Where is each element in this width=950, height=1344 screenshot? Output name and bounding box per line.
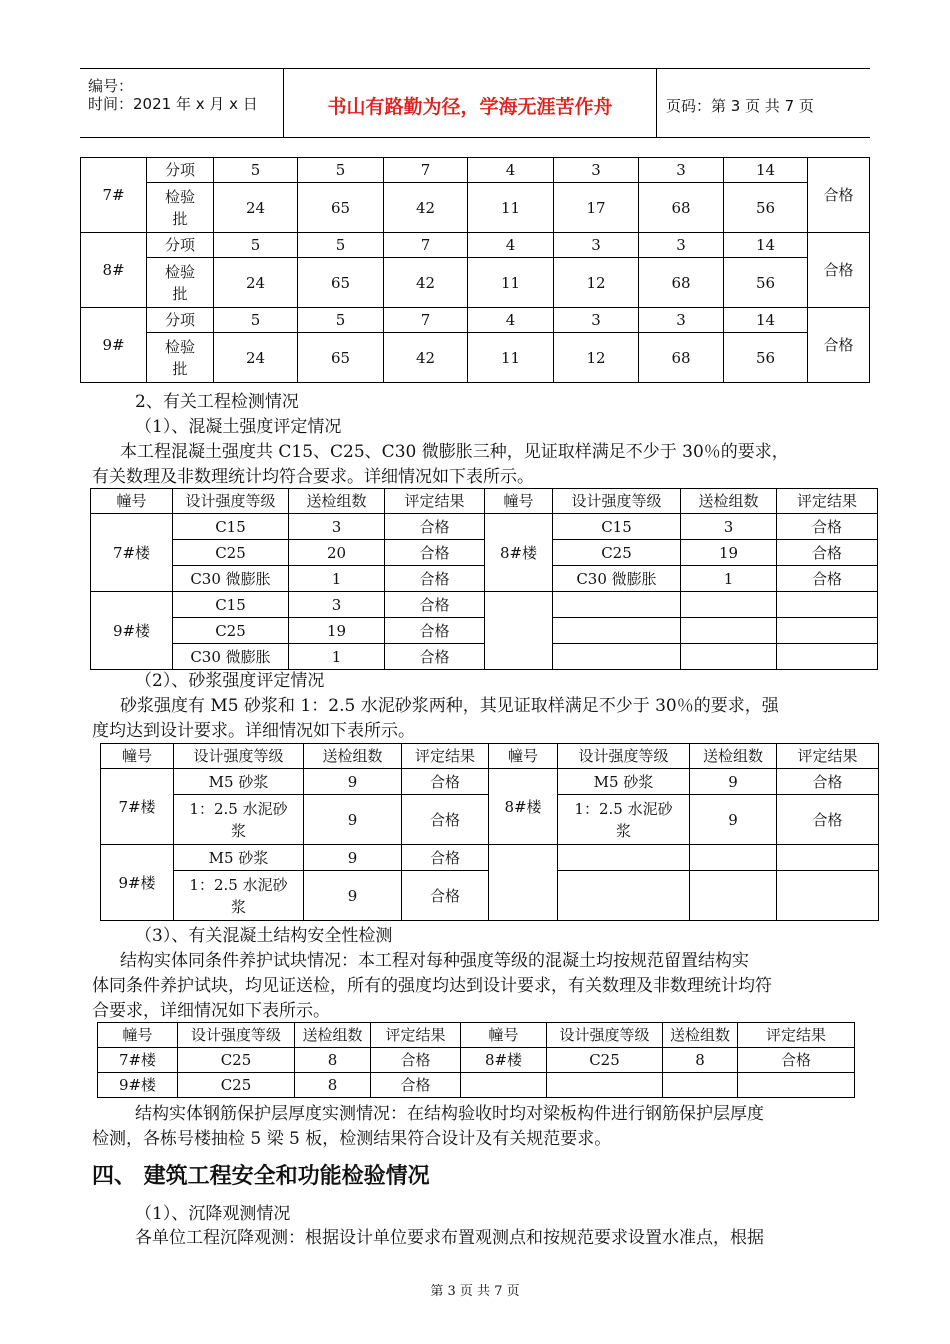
count-cell: 3 [639,308,724,333]
count-cell: 42 [384,258,468,308]
cement-mortar-line2: 浆 [230,897,246,916]
data-cell: 合格 [371,1048,461,1073]
result-cell: 合格 [402,845,489,871]
lot-label-line1: 检验 [164,187,195,206]
count-cell: 68 [639,333,724,383]
count-cell: 65 [298,333,384,383]
table-row [91,540,878,566]
data-cell: 7#楼 [98,1048,178,1073]
table-row [91,566,878,592]
table-row [81,258,870,308]
count-cell: 5 [214,308,298,333]
table-header-row [91,489,878,514]
empty-cell [690,845,777,871]
header-cell: 幢号 [101,744,174,769]
empty-cell [553,618,681,644]
empty-cell [489,845,558,921]
table-row [101,845,879,871]
page-number-label: 页码：第 3 页 共 7 页 [666,97,814,115]
count-cell: 14 [724,233,808,258]
cement-mortar-cell [174,795,304,845]
header-cell: 评定结果 [371,1023,461,1048]
data-cell: C15 [173,592,289,618]
cement-mortar-cell [558,795,690,845]
data-cell: C25 [553,540,681,566]
subitem-label-cell: 分项 [147,308,214,333]
data-cell: C30 微膨胀 [173,644,289,670]
building-cell: 8# [81,233,147,308]
header-cell: 评定结果 [402,744,489,769]
header-slogan-cell [283,69,657,137]
count-cell: 11 [468,333,554,383]
table-row [98,1048,855,1073]
header-cell: 幢号 [489,744,558,769]
concrete-paragraph-line2: 有关数理及非数理统计均符合要求。详细情况如下表所示。 [92,467,534,487]
rebar-paragraph-line2: 检测，各栋号楼抽检 5 梁 5 板，检测结果符合设计及有关规范要求。 [92,1129,612,1149]
count-cell: 24 [214,258,298,308]
count-cell: 11 [468,258,554,308]
lot-label-line2: 批 [172,284,188,303]
count-cell: 3 [554,158,639,183]
header-cell: 幢号 [91,489,173,514]
table-header-row [101,744,879,769]
count-cell: 56 [724,258,808,308]
count-cell: 7 [384,308,468,333]
header-cell: 送检组数 [690,744,777,769]
lot-label-cell [147,333,214,383]
building-cell: 8#楼 [485,514,553,592]
grade-cell: M5 砂浆 [558,769,690,795]
mortar-strength-table [100,743,879,921]
data-cell: 8#楼 [461,1048,547,1073]
count-cell: 65 [298,258,384,308]
count-cell: 56 [724,183,808,233]
count-cell: 14 [724,308,808,333]
mortar-paragraph-line2: 度均达到设计要求。详细情况如下表所示。 [92,721,415,741]
count-cell: 68 [639,258,724,308]
data-cell: 合格 [385,644,485,670]
section-4-1-title: （1）、沉降观测情况 [135,1204,291,1224]
count-cell: 14 [724,158,808,183]
lot-label-line1: 检验 [164,262,195,281]
header-cell: 送检组数 [295,1023,371,1048]
header-cell: 设计强度等级 [547,1023,663,1048]
data-cell: 3 [289,514,385,540]
data-cell: 合格 [385,566,485,592]
data-cell: C15 [173,514,289,540]
header-meta [80,69,283,137]
lot-label-cell [147,183,214,233]
empty-cell [777,644,878,670]
count-cell: 5 [214,158,298,183]
cement-mortar-cell [174,871,304,921]
subitem-label-cell: 分项 [147,158,214,183]
lot-label-cell [147,258,214,308]
settlement-paragraph-line1: 各单位工程沉降观测：根据设计单位要求布置观测点和按规范要求设置水准点，根据 [135,1228,764,1248]
table-row [81,308,870,333]
data-cell: 合格 [777,566,878,592]
table-row [101,769,879,795]
header-cell: 设计强度等级 [558,744,690,769]
data-cell: 1 [289,566,385,592]
data-cell: 19 [289,618,385,644]
header-cell: 设计强度等级 [553,489,681,514]
count-cell: 3 [554,233,639,258]
count-cell: 56 [724,333,808,383]
data-cell: 合格 [385,618,485,644]
data-cell: 8 [295,1048,371,1073]
data-cell: 3 [289,592,385,618]
count-cell: 9 [304,769,402,795]
inspection-lot-table [80,157,870,383]
lot-label-line2: 批 [172,359,188,378]
lot-label-line2: 批 [172,209,188,228]
building-cell: 9#楼 [91,592,173,670]
cement-mortar-line1: 1：2.5 水泥砂 [189,799,288,818]
header-cell: 评定结果 [777,744,879,769]
number-label: 编号： [88,77,134,95]
table-row [91,618,878,644]
result-cell: 合格 [777,795,879,845]
count-cell: 5 [214,233,298,258]
grade-cell: M5 砂浆 [174,769,304,795]
building-cell: 7#楼 [91,514,173,592]
data-cell: C25 [178,1073,295,1098]
structure-paragraph-line1: 结构实体同条件养护试块情况：本工程对每种强度等级的混凝土均按规范留置结构实 [120,951,749,971]
count-cell: 5 [298,158,384,183]
result-cell: 合格 [808,233,870,308]
count-cell: 7 [384,233,468,258]
data-cell: 8 [295,1073,371,1098]
header-cell: 评定结果 [385,489,485,514]
count-cell: 4 [468,308,554,333]
table-row [98,1073,855,1098]
empty-cell [777,871,879,921]
count-cell: 4 [468,158,554,183]
header-cell: 设计强度等级 [174,744,304,769]
building-cell: 8#楼 [489,769,558,845]
cement-mortar-line1: 1：2.5 水泥砂 [574,799,673,818]
header-cell: 送检组数 [681,489,777,514]
building-cell: 9#楼 [101,845,174,921]
table-row [91,644,878,670]
count-cell: 12 [554,333,639,383]
data-cell: 合格 [385,514,485,540]
data-cell: C30 微膨胀 [173,566,289,592]
empty-cell [690,871,777,921]
building-cell: 7#楼 [101,769,174,845]
data-cell: 合格 [777,514,878,540]
header-cell: 送检组数 [663,1023,738,1048]
count-cell: 65 [298,183,384,233]
count-cell: 12 [554,258,639,308]
empty-cell [777,845,879,871]
concrete-paragraph-line1: 本工程混凝土强度共 C15、C25、C30 微膨胀三种，见证取样满足不少于 30％的要求， [120,442,789,462]
building-cell: 7# [81,158,147,233]
page-header [80,68,870,138]
count-cell: 17 [554,183,639,233]
empty-cell [738,1073,855,1098]
result-cell: 合格 [808,158,870,233]
section-2-1-title: （1）、混凝土强度评定情况 [135,417,342,437]
structure-strength-table [97,1022,855,1098]
count-cell: 9 [304,871,402,921]
cement-mortar-line1: 1：2.5 水泥砂 [189,875,288,894]
count-cell: 5 [298,308,384,333]
data-cell: C25 [173,618,289,644]
data-cell: C25 [547,1048,663,1073]
data-cell: C15 [553,514,681,540]
count-cell: 68 [639,183,724,233]
data-cell: 8 [663,1048,738,1073]
section-4-heading: 四、 建筑工程安全和功能检验情况 [92,1164,430,1189]
page-footer: 第 3 页 共 7 页 [430,1284,520,1299]
table-row [81,333,870,383]
empty-cell [681,592,777,618]
table-row [81,183,870,233]
count-cell: 42 [384,183,468,233]
count-cell: 9 [304,845,402,871]
header-cell: 幢号 [485,489,553,514]
mortar-paragraph-line1: 砂浆强度有 M5 砂浆和 1：2.5 水泥砂浆两种，其见证取样满足不少于 30％的要求，强 [120,696,779,716]
header-cell: 设计强度等级 [173,489,289,514]
table-row [81,233,870,258]
empty-cell [681,644,777,670]
data-cell: 1 [681,566,777,592]
data-cell: 20 [289,540,385,566]
count-cell: 5 [298,233,384,258]
count-cell: 4 [468,233,554,258]
count-cell: 9 [304,795,402,845]
table-row [81,158,870,183]
cement-mortar-line2: 浆 [615,821,631,840]
cement-mortar-line2: 浆 [230,821,246,840]
empty-cell [461,1073,547,1098]
concrete-strength-table [90,488,878,670]
time-label: 时间：2021 年 x 月 x 日 [88,95,258,113]
count-cell: 3 [639,233,724,258]
data-cell: 合格 [371,1073,461,1098]
empty-cell [681,618,777,644]
data-cell: 合格 [385,540,485,566]
table-row [91,592,878,618]
result-cell: 合格 [808,308,870,383]
data-cell: 3 [681,514,777,540]
empty-cell [663,1073,738,1098]
table-header-row [98,1023,855,1048]
section-2-title: 2、有关工程检测情况 [135,392,299,412]
header-cell: 评定结果 [738,1023,855,1048]
rebar-paragraph-line1: 结构实体钢筋保护层厚度实测情况：在结构验收时均对梁板构件进行钢筋保护层厚度 [135,1104,764,1124]
header-cell: 送检组数 [304,744,402,769]
empty-cell [777,618,878,644]
empty-cell [558,871,690,921]
empty-cell [777,592,878,618]
structure-paragraph-line2: 体同条件养护试块，均见证送检，所有的强度均达到设计要求，有关数理及非数理统计均符 [92,976,772,996]
result-cell: 合格 [402,795,489,845]
data-cell: 19 [681,540,777,566]
count-cell: 9 [690,769,777,795]
grade-cell: M5 砂浆 [174,845,304,871]
header-slogan: 书山有路勤为径，学海无涯苦作舟 [327,96,613,118]
data-cell: 1 [289,644,385,670]
header-cell: 评定结果 [777,489,878,514]
header-cell: 设计强度等级 [178,1023,295,1048]
count-cell: 7 [384,158,468,183]
data-cell: C30 微膨胀 [553,566,681,592]
empty-cell [553,592,681,618]
count-cell: 24 [214,333,298,383]
structure-paragraph-line3: 合要求，详细情况如下表所示。 [92,1001,330,1021]
header-cell: 幢号 [98,1023,178,1048]
result-cell: 合格 [402,871,489,921]
data-cell: 合格 [385,592,485,618]
building-cell: 9# [81,308,147,383]
data-cell: 9#楼 [98,1073,178,1098]
result-cell: 合格 [402,769,489,795]
data-cell: 合格 [777,540,878,566]
section-2-3-title: （3）、有关混凝土结构安全性检测 [135,926,393,946]
empty-cell [547,1073,663,1098]
data-cell: 合格 [738,1048,855,1073]
count-cell: 3 [554,308,639,333]
lot-label-line1: 检验 [164,337,195,356]
empty-cell [485,592,553,670]
empty-cell [558,845,690,871]
header-cell: 送检组数 [289,489,385,514]
table-row [91,514,878,540]
empty-cell [553,644,681,670]
subitem-label-cell: 分项 [147,233,214,258]
count-cell: 9 [690,795,777,845]
count-cell: 42 [384,333,468,383]
data-cell: C25 [178,1048,295,1073]
result-cell: 合格 [777,769,879,795]
count-cell: 24 [214,183,298,233]
count-cell: 3 [639,158,724,183]
section-2-2-title: （2）、砂浆强度评定情况 [135,671,325,691]
count-cell: 11 [468,183,554,233]
header-cell: 幢号 [461,1023,547,1048]
data-cell: C25 [173,540,289,566]
